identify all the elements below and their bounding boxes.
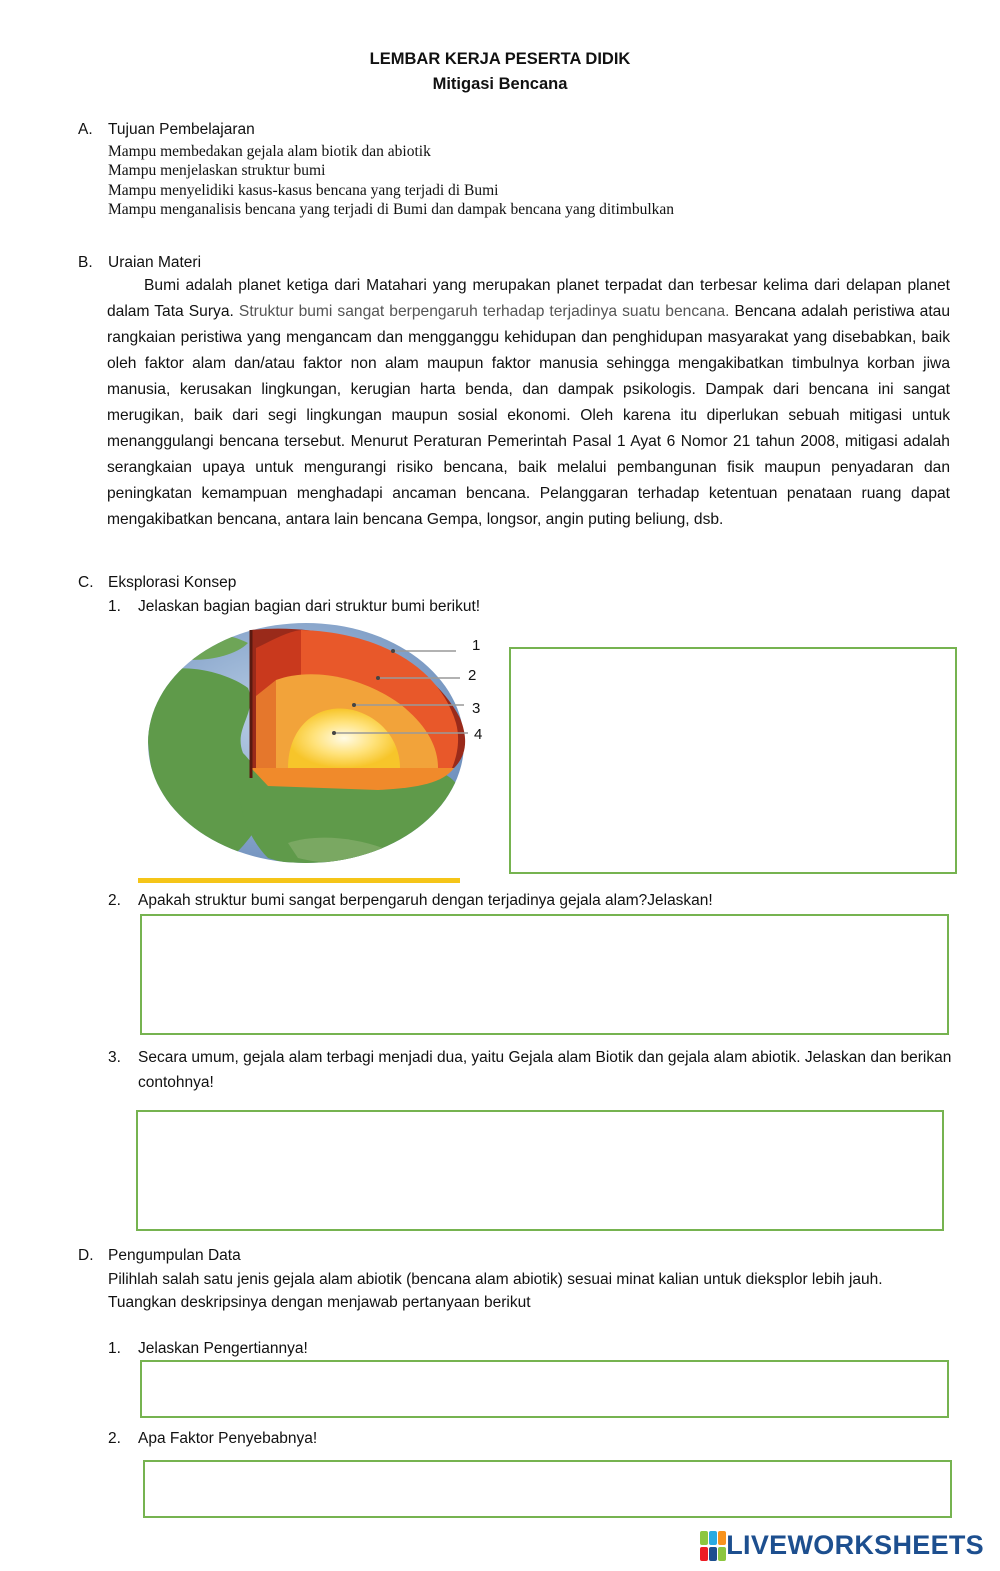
earth-label-4: 4 [474,726,483,743]
section-d-intro: Pilihlah salah satu jenis gejala alam abiotik (bencana alam abiotik) sesuai minat kalian untuk dieksplor lebih jauh. Tuangkan deskripsinya dengan menjawab pertanyaan berikut [108,1271,883,1311]
question-c3-number: 3. [108,1049,121,1066]
objective-item: Mampu menyelidiki kasus-kasus bencana yang terjadi di Bumi [108,181,499,199]
paragraph-part-3: Bencana adalah peristiwa atau rangkaian peristiwa yang mengancam dan mengganggu kehidupan dan penghidupan masyarakat yang disebabkan, baik oleh faktor alam dan/atau faktor non alam maupun faktor manusia sehingga mengakibatkan timbulnya korban jiwa manusia, kerusakan lingkungan, kerugian harta benda, dan dampak psikologis. Dampak dari bencana ini sangat merugikan, baik dari segi lingkungan maupun sosial ekonomi. Oleh karena itu diperlukan sebuah mitigasi untuk menanggulangi bencana tersebut. Menurut Peraturan Pemerintah Pasal 1 Ayat 6 Nomor 21 tahun 2008, mitigasi adalah serangkaian upaya untuk mengurangi risiko bencana, baik melalui pembangunan fisik maupun penyadaran dan peningkatan kemampuan menghadapi ancaman bencana. Pelanggaran terhadap ketentuan penataan ruang dapat mengakibatkan bencana, antara lain bencana Gempa, longsor, angin puting beliung, dsb. [107,303,950,528]
worksheet-title: LEMBAR KERJA PESERTA DIDIK [369,50,631,68]
section-d-title: Pengumpulan Data [108,1247,241,1264]
question-c2-number: 2. [108,892,121,909]
question-c2-text: Apakah struktur bumi sangat berpengaruh dengan terjadinya gejala alam?Jelaskan! [138,892,713,909]
liveworksheets-wordmark: LIVEWORKSHEETS [726,1530,984,1560]
answer-box-d2[interactable] [143,1460,952,1518]
objective-item: Mampu membedakan gejala alam biotik dan abiotik [108,143,431,160]
answer-box-d1[interactable] [140,1360,949,1418]
answer-box-c3[interactable] [136,1110,944,1231]
answer-box-c1[interactable] [509,647,957,874]
section-a-letter: A. [78,121,93,138]
earth-label-3: 3 [472,700,481,717]
section-a-title: Tujuan Pembelajaran [108,121,255,138]
liveworksheets-icon [700,1531,726,1561]
material-paragraph [107,273,950,533]
question-d2-text: Apa Faktor Penyebabnya! [138,1430,318,1447]
question-d2-number: 2. [108,1430,121,1447]
earth-label-2: 2 [468,667,477,684]
question-c1-text: Jelaskan bagian bagian dari struktur bumi berikut! [138,598,481,615]
section-c-title: Eksplorasi Konsep [108,574,237,591]
paragraph-part-2: Struktur bumi sangat berpengaruh terhadap terjadinya suatu bencana. [238,303,730,320]
paragraph-part-1: Bumi adalah planet ketiga dari Matahari yang merupakan planet terpadat dan terbesar kelima dari delapan planet dalam Tata Surya. [107,277,950,320]
yellow-underline [138,878,460,883]
globe [147,623,465,869]
question-d1-number: 1. [108,1340,121,1357]
section-b-letter: B. [78,254,93,271]
earth-label-1: 1 [472,637,481,654]
section-d-letter: D. [78,1247,94,1264]
question-d1-text: Jelaskan Pengertiannya! [138,1340,308,1357]
question-c1-number: 1. [108,598,121,615]
answer-box-c2[interactable] [140,914,949,1035]
objective-item: Mampu menganalisis bencana yang terjadi di Bumi dan dampak bencana yang ditimbulkan [108,200,675,218]
earth-structure-diagram [138,618,498,888]
question-c3-text: Secara umum, gejala alam terbagi menjadi dua, yaitu Gejala alam Biotik dan gejala alam abiotik. Jelaskan dan berikan contohnya! [138,1049,952,1091]
liveworksheets-logo[interactable] [700,1530,984,1561]
objective-item: Mampu menjelaskan struktur bumi [108,162,326,180]
learning-objectives-list [108,142,908,219]
section-b-title: Uraian Materi [108,254,202,271]
section-c-letter: C. [78,574,94,591]
worksheet-subtitle: Mitigasi Bencana [432,75,568,93]
